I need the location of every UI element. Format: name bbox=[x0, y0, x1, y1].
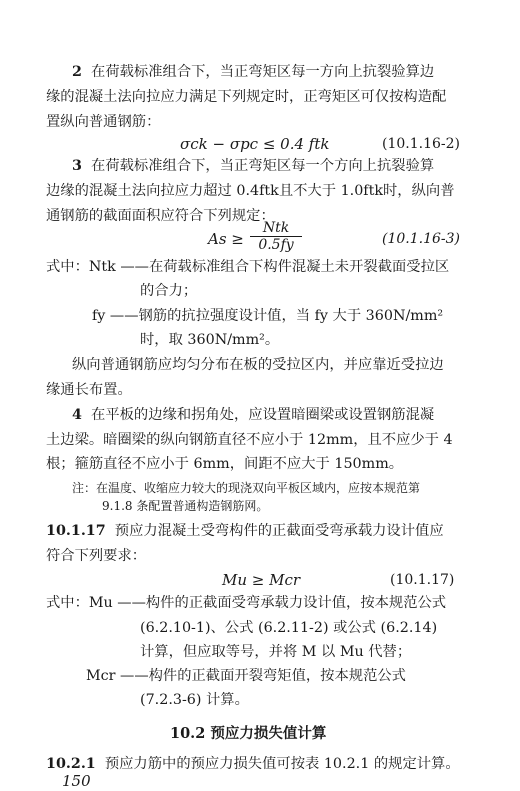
item3-line2: 边缘的混凝土法向拉应力超过 0.4ftk且不大于 1.0ftk时，纵向普 bbox=[46, 183, 455, 199]
section-heading: 10.2 预应力损失值计算 bbox=[170, 725, 327, 742]
note-line2: 9.1.8 条配置普通构造钢筋网。 bbox=[102, 499, 269, 513]
where-ntk-line1: 式中：Ntk ——在荷载标准组合下构件混凝土未开裂截面受拉区 bbox=[46, 259, 450, 275]
equation-fraction bbox=[250, 220, 302, 253]
equation-10-1-17: Mu ≥ Mcr bbox=[222, 571, 301, 589]
item2-line1: 2 在荷载标准组合下，当正弯矩区每一方向上抗裂验算边 bbox=[72, 64, 435, 80]
item4-line2: 土边梁。暗圈梁的纵向钢筋直径不应小于 12mm，且不应少于 4 bbox=[46, 432, 453, 448]
item2-line3: 置纵向普通钢筋： bbox=[46, 114, 161, 130]
where-mu-line1: 式中：Mu ——构件的正截面受弯承载力设计值，按本规范公式 bbox=[46, 595, 447, 611]
equation-lhs: As ≥ bbox=[208, 230, 244, 248]
where-mcr-line1: Mcr ——构件的正截面开裂弯矩值，按本规范公式 bbox=[86, 668, 406, 684]
item3-line1: 3 在荷载标准组合下，当正弯矩区每一个方向上抗裂验算 bbox=[72, 158, 435, 174]
where-ntk-line2: 的合力； bbox=[140, 283, 198, 299]
item4-line3: 根；箍筋直径不应小于 6mm，间距不应大于 150mm。 bbox=[46, 456, 404, 472]
item3-line3: 通钢筋的截面面积应符合下列规定： bbox=[46, 208, 275, 224]
paragraph-line2: 缘通长布置。 bbox=[46, 382, 132, 398]
equation-number: (10.1.16-3) bbox=[382, 231, 460, 247]
clause-10-2-1: 10.2.1 预应力筋中的预应力损失值可按表 10.2.1 的规定计算。 bbox=[46, 756, 460, 772]
page-number: 150 bbox=[62, 772, 91, 790]
item2-line2: 缘的混凝土法向拉应力满足下列规定时，正弯矩区可仅按构造配 bbox=[46, 89, 447, 105]
fraction-denominator: 0.5fy bbox=[258, 237, 294, 253]
where-fy-line1: fy ——钢筋的抗拉强度设计值，当 fy 大于 360N/mm² bbox=[92, 308, 444, 324]
clause-10-1-17-line2: 符合下列要求： bbox=[46, 548, 147, 564]
where-mcr-line2: (7.2.3-6) 计算。 bbox=[140, 692, 249, 708]
equation-number: (10.1.16-2) bbox=[382, 136, 460, 152]
paragraph-line1: 纵向普通钢筋应均匀分布在板的受拉区内，并应靠近受拉边 bbox=[72, 357, 444, 373]
clause-10-1-17-line1: 10.1.17 预应力混凝土受弯构件的正截面受弯承载力设计值应 bbox=[46, 523, 444, 539]
where-mu-line3: 计算，但应取等号，并将 M 以 Mu 代替； bbox=[140, 644, 412, 660]
equation-number: (10.1.17) bbox=[390, 572, 455, 588]
note-line1: 注：在温度、收缩应力较大的现浇双向平板区域内，应按本规范第 bbox=[72, 481, 421, 495]
where-mu-line2: (6.2.10-1)、公式 (6.2.11-2) 或公式 (6.2.14) bbox=[140, 620, 438, 636]
equation-10-1-16-2: σck − σpc ≤ 0.4 ftk bbox=[180, 135, 330, 153]
where-fy-line2: 时，取 360N/mm²。 bbox=[140, 332, 280, 348]
fraction-numerator: Ntk bbox=[250, 220, 302, 237]
item4-line1: 4 在平板的边缘和拐角处，应设置暗圈梁或设置钢筋混凝 bbox=[72, 407, 435, 423]
